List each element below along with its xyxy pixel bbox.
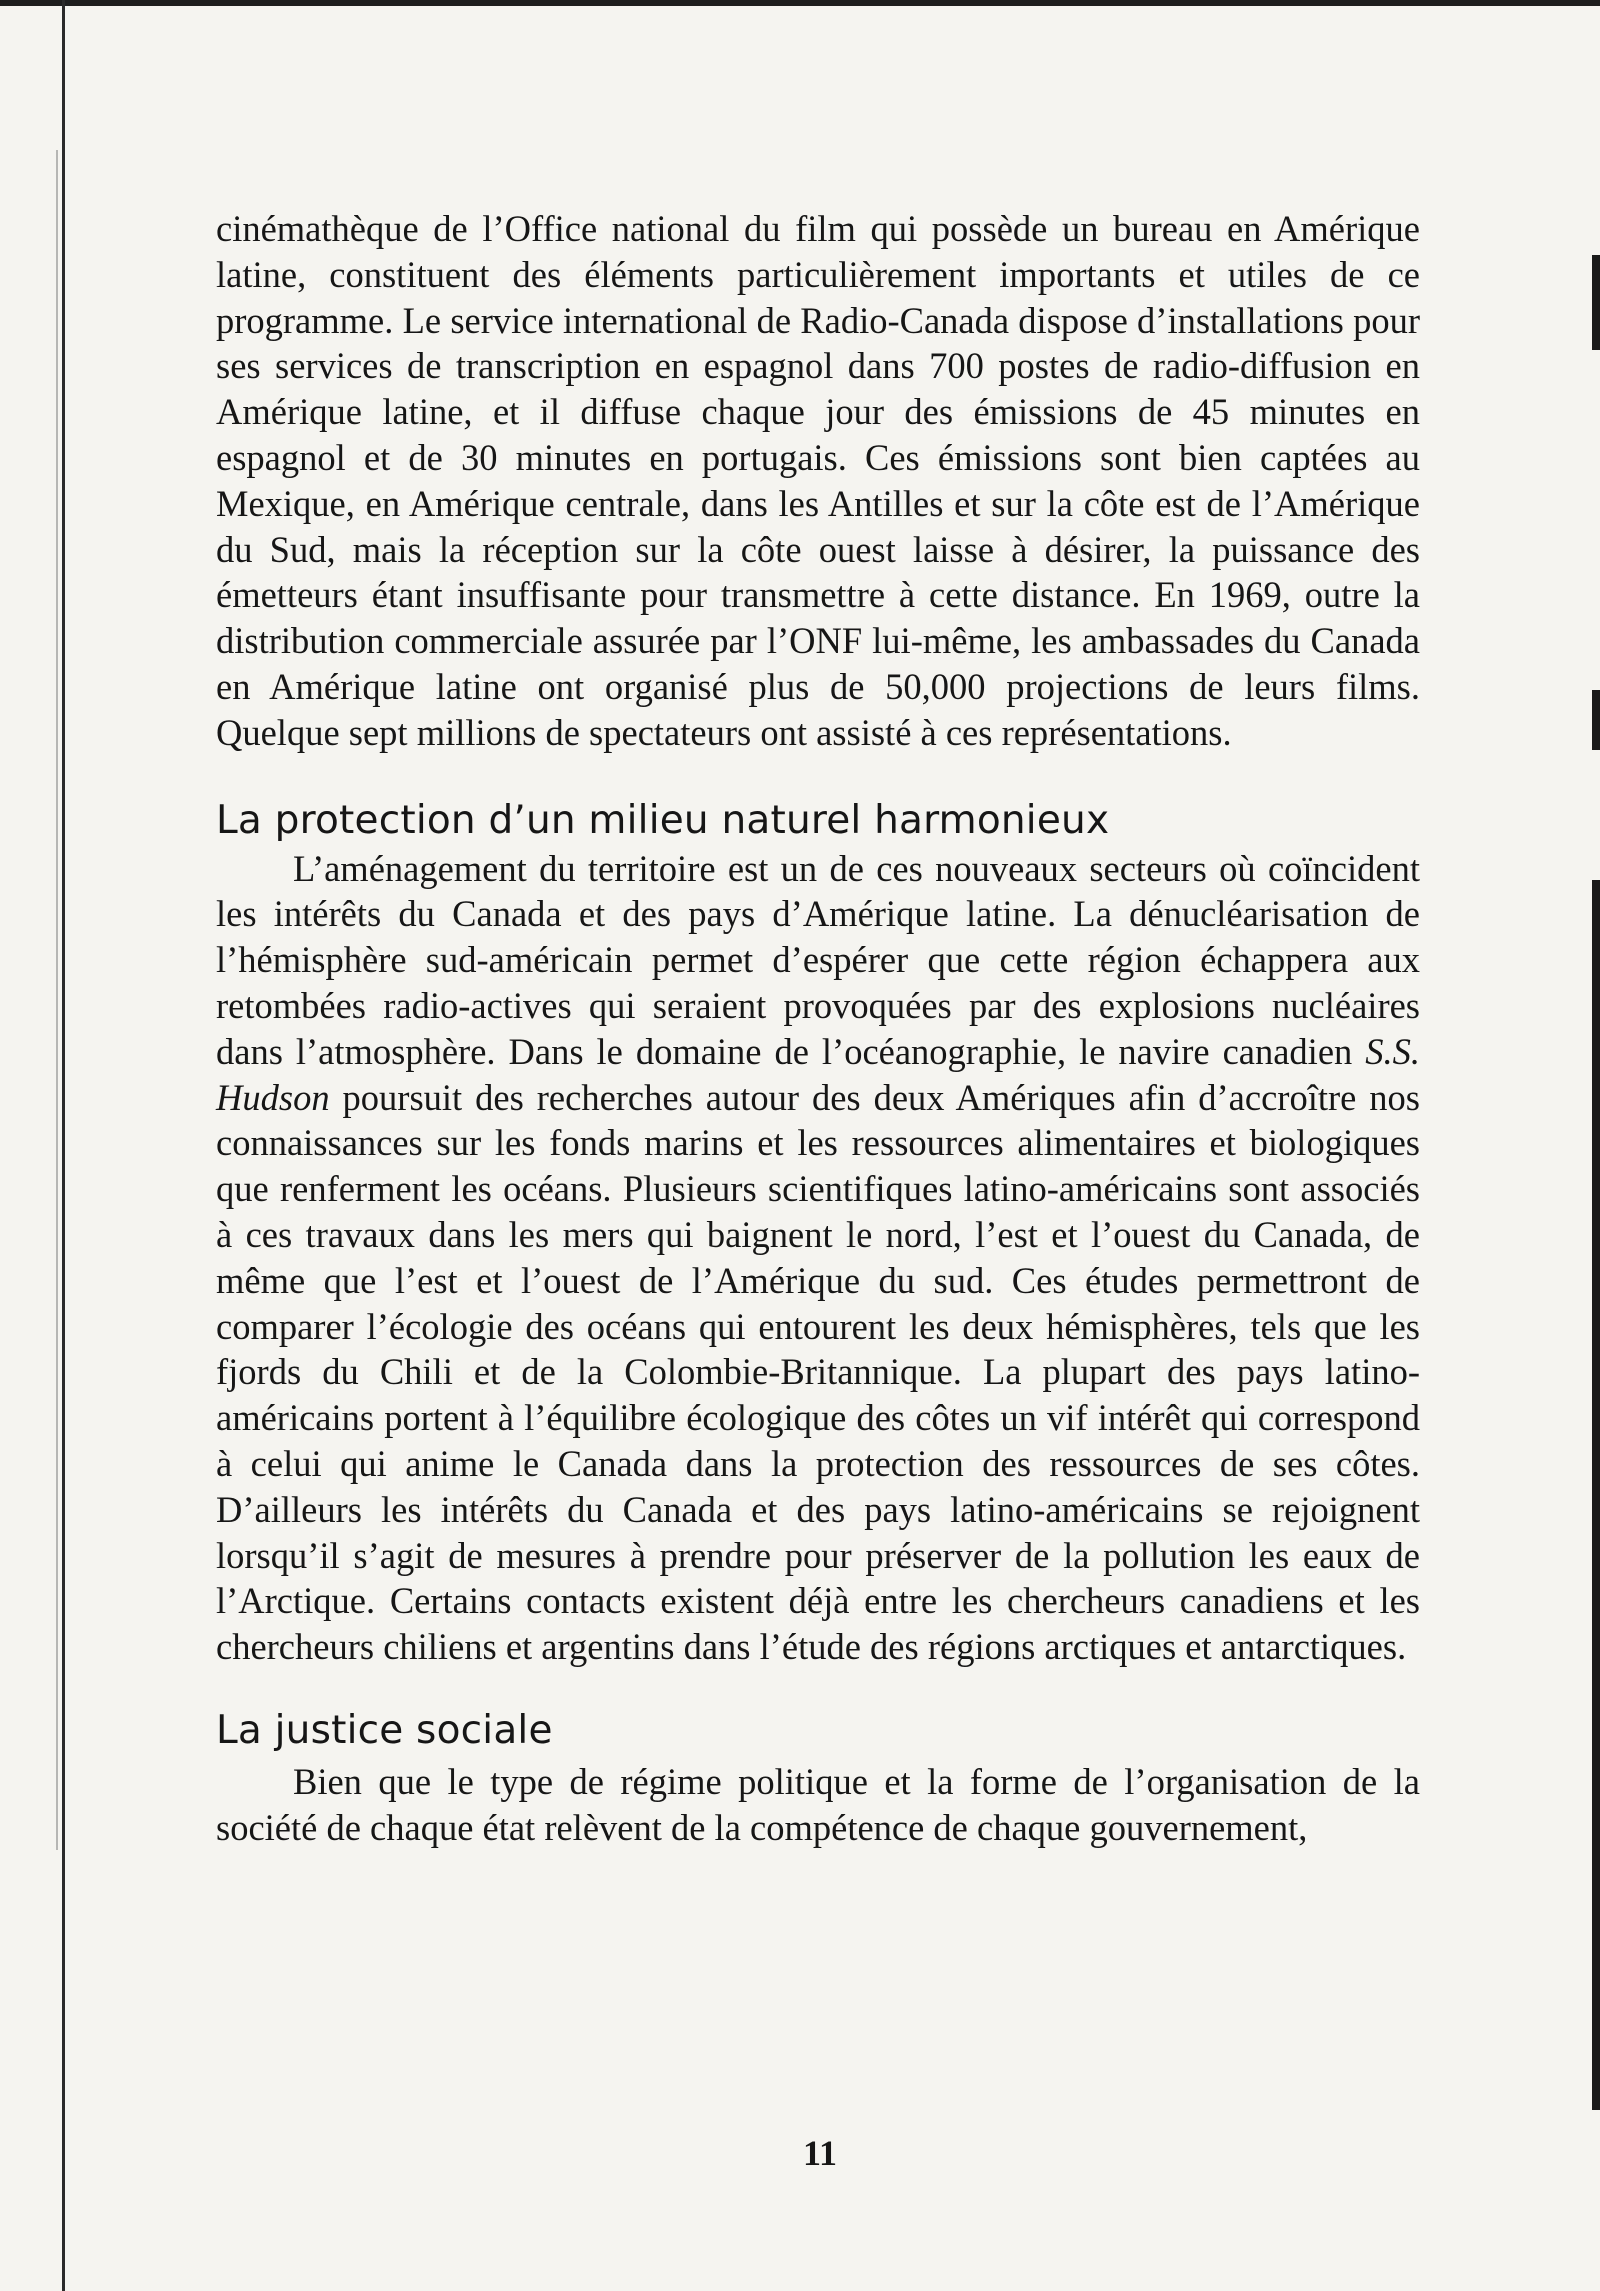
scan-edge-mark: [1592, 255, 1600, 350]
scan-border-top: [0, 0, 1600, 6]
section-heading: La justice sociale: [216, 1707, 553, 1753]
section-heading: La protection d’un milieu naturel harmonieux: [216, 797, 1110, 843]
paragraph: Bien que le type de régime politique et la forme de l’organisation de la société de chaque état relèvent de la compétence de chaque gouvernement,: [216, 1760, 1420, 1848]
page-number: 11: [802, 2133, 837, 2173]
paragraph-text: L’aménagement du territoire est un de ces nouveaux secteurs où coïncident les intérêts du Canada et des pays d’Amérique latine. La dénucléarisation de l’hémisphère sud-américain permet d’espérer que cette région échappera aux retombées radio-actives qui seraient provoquées par des explosions nucléaires dans l’atmosphère. Dans le domaine de l’océanographie, le navire canadien: [216, 847, 1420, 1072]
paragraph-text: poursuit des recherches autour des deux Amériques afin d’accroître nos connaissances sur les fonds marins et les ressources alimentaires et biologiques que renferment les océans. Plusieurs scientifiques latino-américains sont associés à ces travaux dans les mers qui baignent le nord, l’est et l’ouest du Canada, de même que l’est et l’ouest de l’Amérique du sud. Ces études permettront de comparer l’écologie des océans qui entourent les deux hémisphères, tels que les fjords du Chili et de la Colombie-Britannique. La plupart des pays latino-américains portent à l’équilibre écologique des côtes un vif intérêt qui correspond à celui qui anime le Canada dans la protection des ressources de ses côtes. D’ailleurs les intérêts du Canada et des pays latino-américains se rejoignent lorsqu’il s’agit de mesures à prendre pour préserver de la pollution les eaux de l’Arctique. Certains contacts existent déjà entre les chercheurs canadiens et les chercheurs chiliens et argentins dans l’étude des régions arctiques et antarctiques.: [216, 1076, 1420, 1668]
paragraph: cinémathèque de l’Office national du film qui possède un bureau en Amérique latine, constituent des éléments particulièrement importants et utiles de ce programme. Le service international de Radio-Canada dispose d’installations pour ses services de transcription en espagnol dans 700 postes de radio-diffusion en Amérique latine, et il diffuse chaque jour des émissions de 45 minutes en espagnol et de 30 minutes en portugais. Ces émissions sont bien captées au Mexique, en Amérique centrale, dans les Antilles et sur la côte est de l’Amérique du Sud, mais la réception sur la côte ouest laisse à désirer, la puissance des émetteurs étant insuffisante pour transmettre à cette distance. En 1969, outre la distribution commerciale assurée par l’ONF lui-même, les ambassades du Canada en Amérique latine ont organisé plus de 50,000 projections de leurs films. Quelque sept millions de spectateurs ont assisté à ces représentations.: [216, 208, 1420, 753]
page-content: [216, 200, 1420, 1851]
scan-edge-mark: [1592, 690, 1600, 750]
scan-border-left-shadow: [56, 150, 58, 1850]
ship-name: S.S. Hudson: [216, 1030, 1421, 1118]
scan-edge-mark: [1592, 880, 1600, 2110]
scan-border-left: [62, 0, 65, 2291]
paragraph: [216, 846, 1420, 1670]
